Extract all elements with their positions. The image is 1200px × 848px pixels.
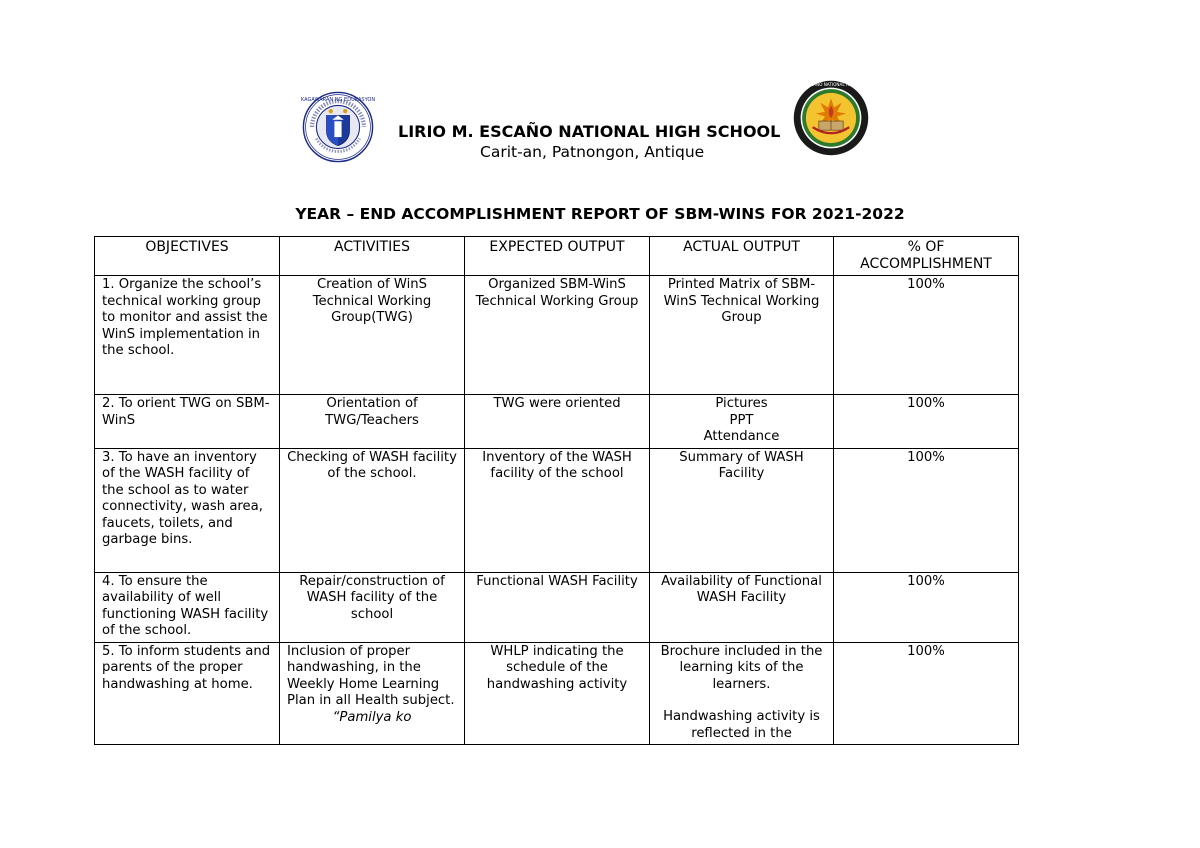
cell-percent: 100% (834, 448, 1019, 572)
cell-expected-output: Functional WASH Facility (465, 572, 650, 642)
column-header-objectives: OBJECTIVES (95, 237, 280, 276)
cell-activity: Checking of WASH facility of the school. (280, 448, 465, 572)
column-header-activities: ACTIVITIES (280, 237, 465, 276)
report-title: YEAR – END ACCOMPLISHMENT REPORT OF SBM-WINS FOR 2021-2022 (295, 205, 905, 223)
school-seal-text: LIRIO M. ESCAÑO NATIONAL HIGH SCHOOL (786, 82, 876, 88)
deped-seal-text: KAGAWARAN NG EDUKASYON (300, 97, 376, 104)
deped-seal-logo (302, 91, 374, 163)
cell-expected-output: TWG were oriented (465, 395, 650, 449)
table-row (95, 642, 1019, 745)
table-row (95, 572, 1019, 642)
activity-quote: “Pamilya ko (332, 709, 412, 725)
column-header-actual-output: ACTUAL OUTPUT (650, 237, 834, 276)
cell-actual-output (650, 642, 834, 745)
school-address: Carit-an, Patnongon, Antique (480, 143, 705, 161)
cell-activity: Creation of WinS Technical Working Group(TWG) (280, 276, 465, 395)
cell-actual-output: Summary of WASH Facility (650, 448, 834, 572)
paragraph-gap (657, 693, 826, 709)
table-row (95, 395, 1019, 449)
actual-output-line: Attendance (703, 429, 780, 444)
cell-percent: 100% (834, 395, 1019, 449)
table-header-row (95, 237, 1019, 276)
cell-expected-output: WHLP indicating the schedule of the handwashing activity (465, 642, 650, 745)
cell-expected-output: Organized SBM-WinS Technical Working Group (465, 276, 650, 395)
cell-objective: 5. To inform students and parents of the proper handwashing at home. (95, 642, 280, 745)
cell-activity: Orientation of TWG/Teachers (280, 395, 465, 449)
cell-objective: 3. To have an inventory of the WASH facility of the school as to water connectivity, wash area, faucets, toilets, and garbage bins. (95, 448, 280, 572)
cell-objective: 4. To ensure the availability of well functioning WASH facility of the school. (95, 572, 280, 642)
actual-output-paragraph: Handwashing activity is reflected in the (663, 709, 820, 741)
cell-actual-output: Printed Matrix of SBM-WinS Technical Working Group (650, 276, 834, 395)
activity-text: Inclusion of proper handwashing, in the Weekly Home Learning Plan in all Health subject. (287, 643, 455, 708)
cell-expected-output: Inventory of the WASH facility of the school (465, 448, 650, 572)
cell-objective: 2. To orient TWG on SBM-WinS (95, 395, 280, 449)
cell-actual-output: Availability of Functional WASH Facility (650, 572, 834, 642)
cell-objective: 1. Organize the school’s technical working group to monitor and assist the WinS implementation in the school. (95, 276, 280, 395)
cell-percent: 100% (834, 642, 1019, 745)
cell-actual-output (650, 395, 834, 449)
cell-activity (280, 642, 465, 745)
table-row (95, 276, 1019, 395)
accomplishment-table (94, 236, 1019, 745)
table-row (95, 448, 1019, 572)
actual-output-line: Pictures (715, 396, 768, 411)
actual-output-line: PPT (729, 412, 754, 428)
cell-percent: 100% (834, 572, 1019, 642)
school-seal-logo (786, 80, 876, 156)
column-header-percent: % OF ACCOMPLISHMENT (834, 237, 1019, 276)
school-name: LIRIO M. ESCAÑO NATIONAL HIGH SCHOOL (398, 122, 781, 141)
cell-percent: 100% (834, 276, 1019, 395)
column-header-expected-output: EXPECTED OUTPUT (465, 237, 650, 276)
actual-output-paragraph: Brochure included in the learning kits of the learners. (660, 643, 823, 692)
cell-activity: Repair/construction of WASH facility of the school (280, 572, 465, 642)
